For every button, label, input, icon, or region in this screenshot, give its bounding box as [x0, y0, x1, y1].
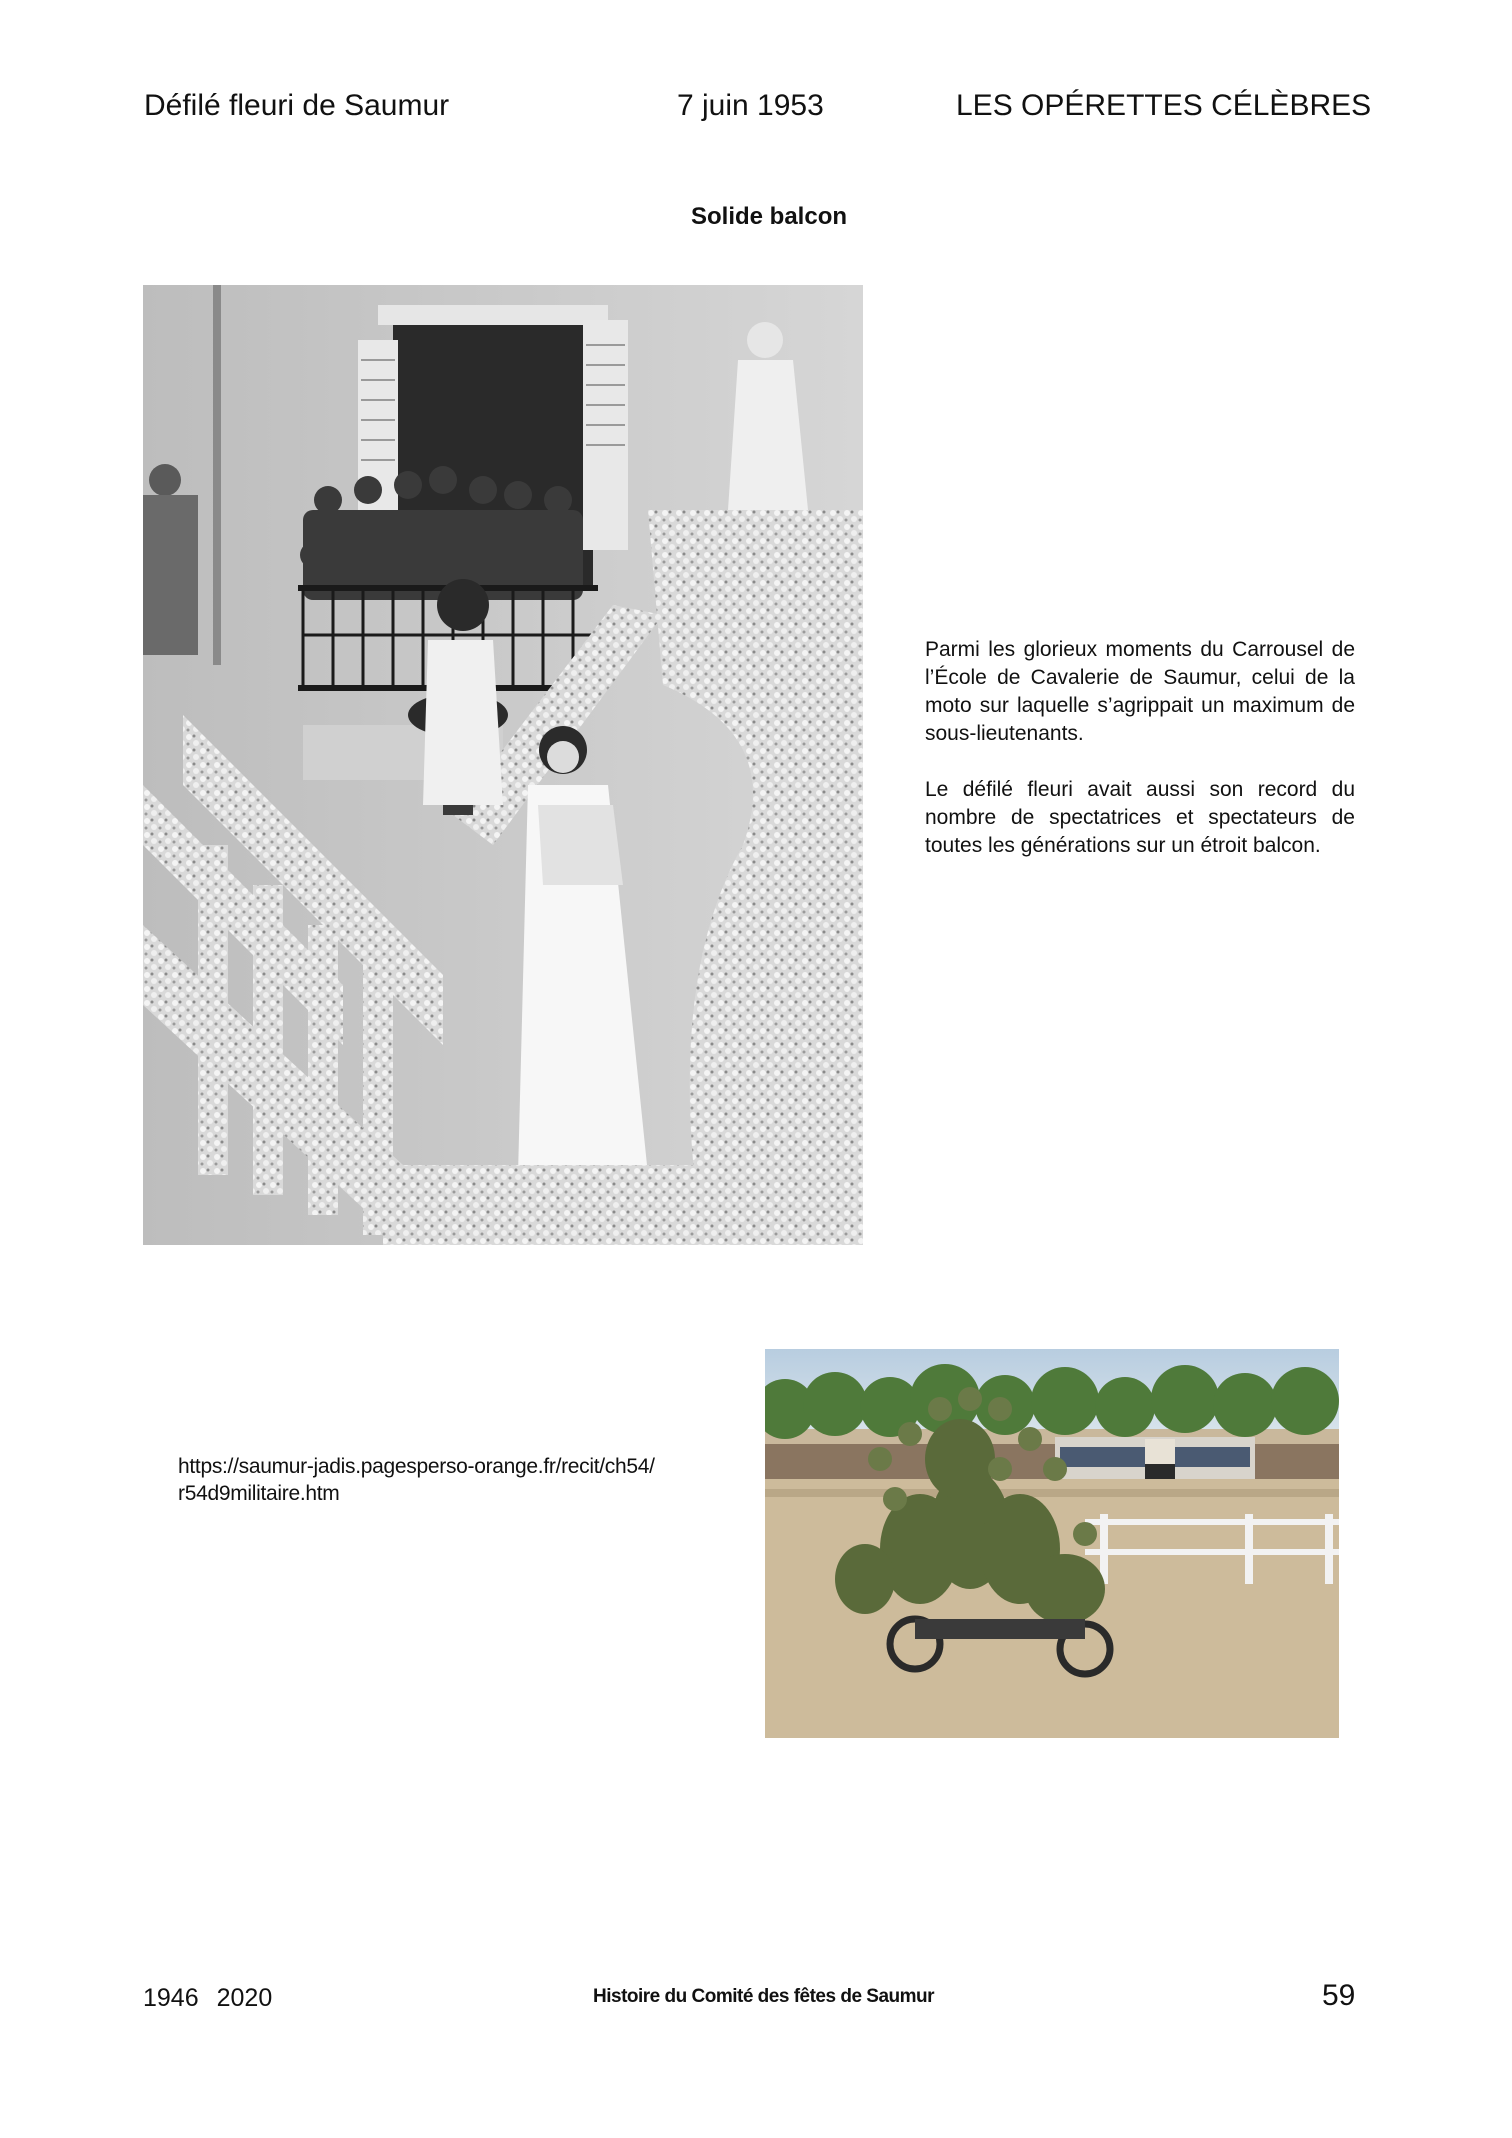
- page-title: Solide balcon: [690, 203, 848, 230]
- motorcycle-pyramid-photo: [765, 1349, 1339, 1738]
- caption-paragraph: Le défilé fleuri avait aussi son record du nombre de spectatrices et spectateurs de toutes les générations sur un étroit balcon.: [925, 778, 1355, 857]
- caption-text: [925, 636, 1355, 888]
- caption-paragraph: Parmi les glorieux moments du Carrousel de l’École de Cavalerie de Saumur, celui de la moto sur laquelle s’agrippait un maximum de sous-lieutenants.: [925, 638, 1355, 745]
- footer-years: [143, 1984, 272, 2013]
- header-date: 7 juin 1953: [677, 89, 824, 122]
- page-number: 59: [1322, 1979, 1356, 2012]
- balcony-float-photo: [143, 285, 863, 1245]
- footer-year-end: 2020: [216, 1984, 273, 2012]
- source-link-line: r54d9militaire.htm: [178, 1482, 340, 1505]
- footer-year-start: 1946: [143, 1984, 199, 2012]
- header-section: LES OPÉRETTES CÉLÈBRES: [956, 89, 1372, 122]
- header-title: Défilé fleuri de Saumur: [144, 89, 450, 122]
- footer-title: Histoire du Comité des fêtes de Saumur: [593, 1986, 935, 2007]
- source-link[interactable]: [178, 1453, 698, 1507]
- source-link-line: https://saumur-jadis.pagesperso-orange.fr/recit/ch54/: [178, 1455, 655, 1478]
